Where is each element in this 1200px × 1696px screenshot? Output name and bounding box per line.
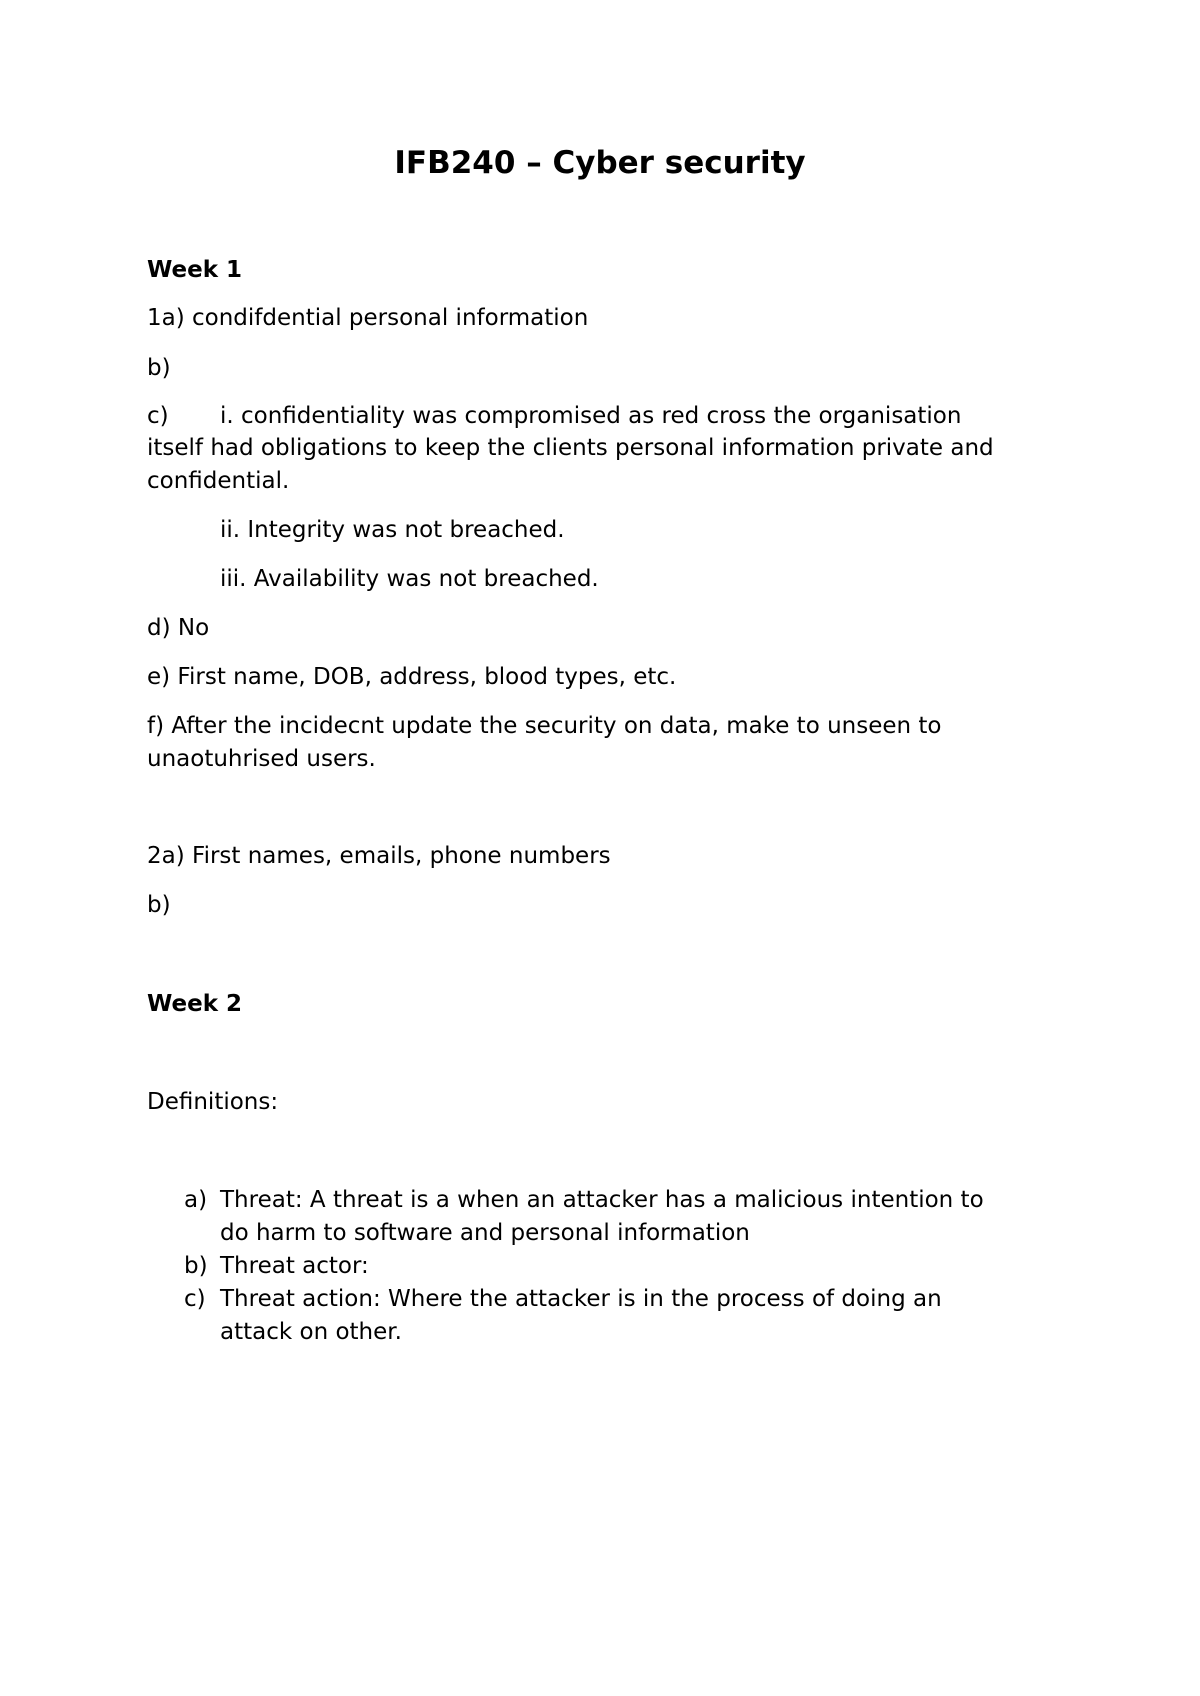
definition-threat-action-line1: Threat action: Where the attacker is in the process of doing an: [220, 1286, 942, 1312]
definition-marker-a: a): [184, 1187, 208, 1213]
answer-1c-line2: itself had obligations to keep the clients personal information private and: [147, 435, 994, 461]
definitions-label: Definitions:: [147, 1089, 279, 1115]
answer-1f-line2: unaotuhrised users.: [147, 746, 376, 772]
definition-threat-line1: Threat: A threat is a when an attacker has a malicious intention to: [220, 1187, 984, 1213]
answer-1f-line1: f) After the incidecnt update the security on data, make to unseen to: [147, 713, 942, 739]
answer-1c-ii: ii. Integrity was not breached.: [220, 517, 565, 543]
definition-marker-c: c): [184, 1286, 206, 1312]
week2-heading: Week 2: [147, 991, 243, 1017]
definition-threat-line2: do harm to software and personal information: [220, 1220, 750, 1246]
answer-2a: 2a) First names, emails, phone numbers: [147, 843, 611, 869]
answer-1e: e) First name, DOB, address, blood types, etc.: [147, 664, 677, 690]
answer-1c-line3: confidential.: [147, 468, 290, 494]
answer-1c-label: c): [147, 403, 169, 429]
definition-threat-action-line2: attack on other.: [220, 1319, 402, 1345]
answer-1d: d) No: [147, 615, 210, 641]
week1-heading: Week 1: [147, 257, 243, 283]
definition-threat-actor: Threat actor:: [220, 1253, 369, 1279]
answer-2b: b): [147, 892, 171, 918]
answer-1c-line1: i. confidentiality was compromised as red cross the organisation: [220, 403, 962, 429]
answer-1c-iii: iii. Availability was not breached.: [220, 566, 599, 592]
document-title: IFB240 – Cyber security: [394, 145, 806, 181]
answer-1b: b): [147, 355, 171, 381]
answer-1a: 1a) condifdential personal information: [147, 305, 589, 331]
definition-marker-b: b): [184, 1253, 208, 1279]
